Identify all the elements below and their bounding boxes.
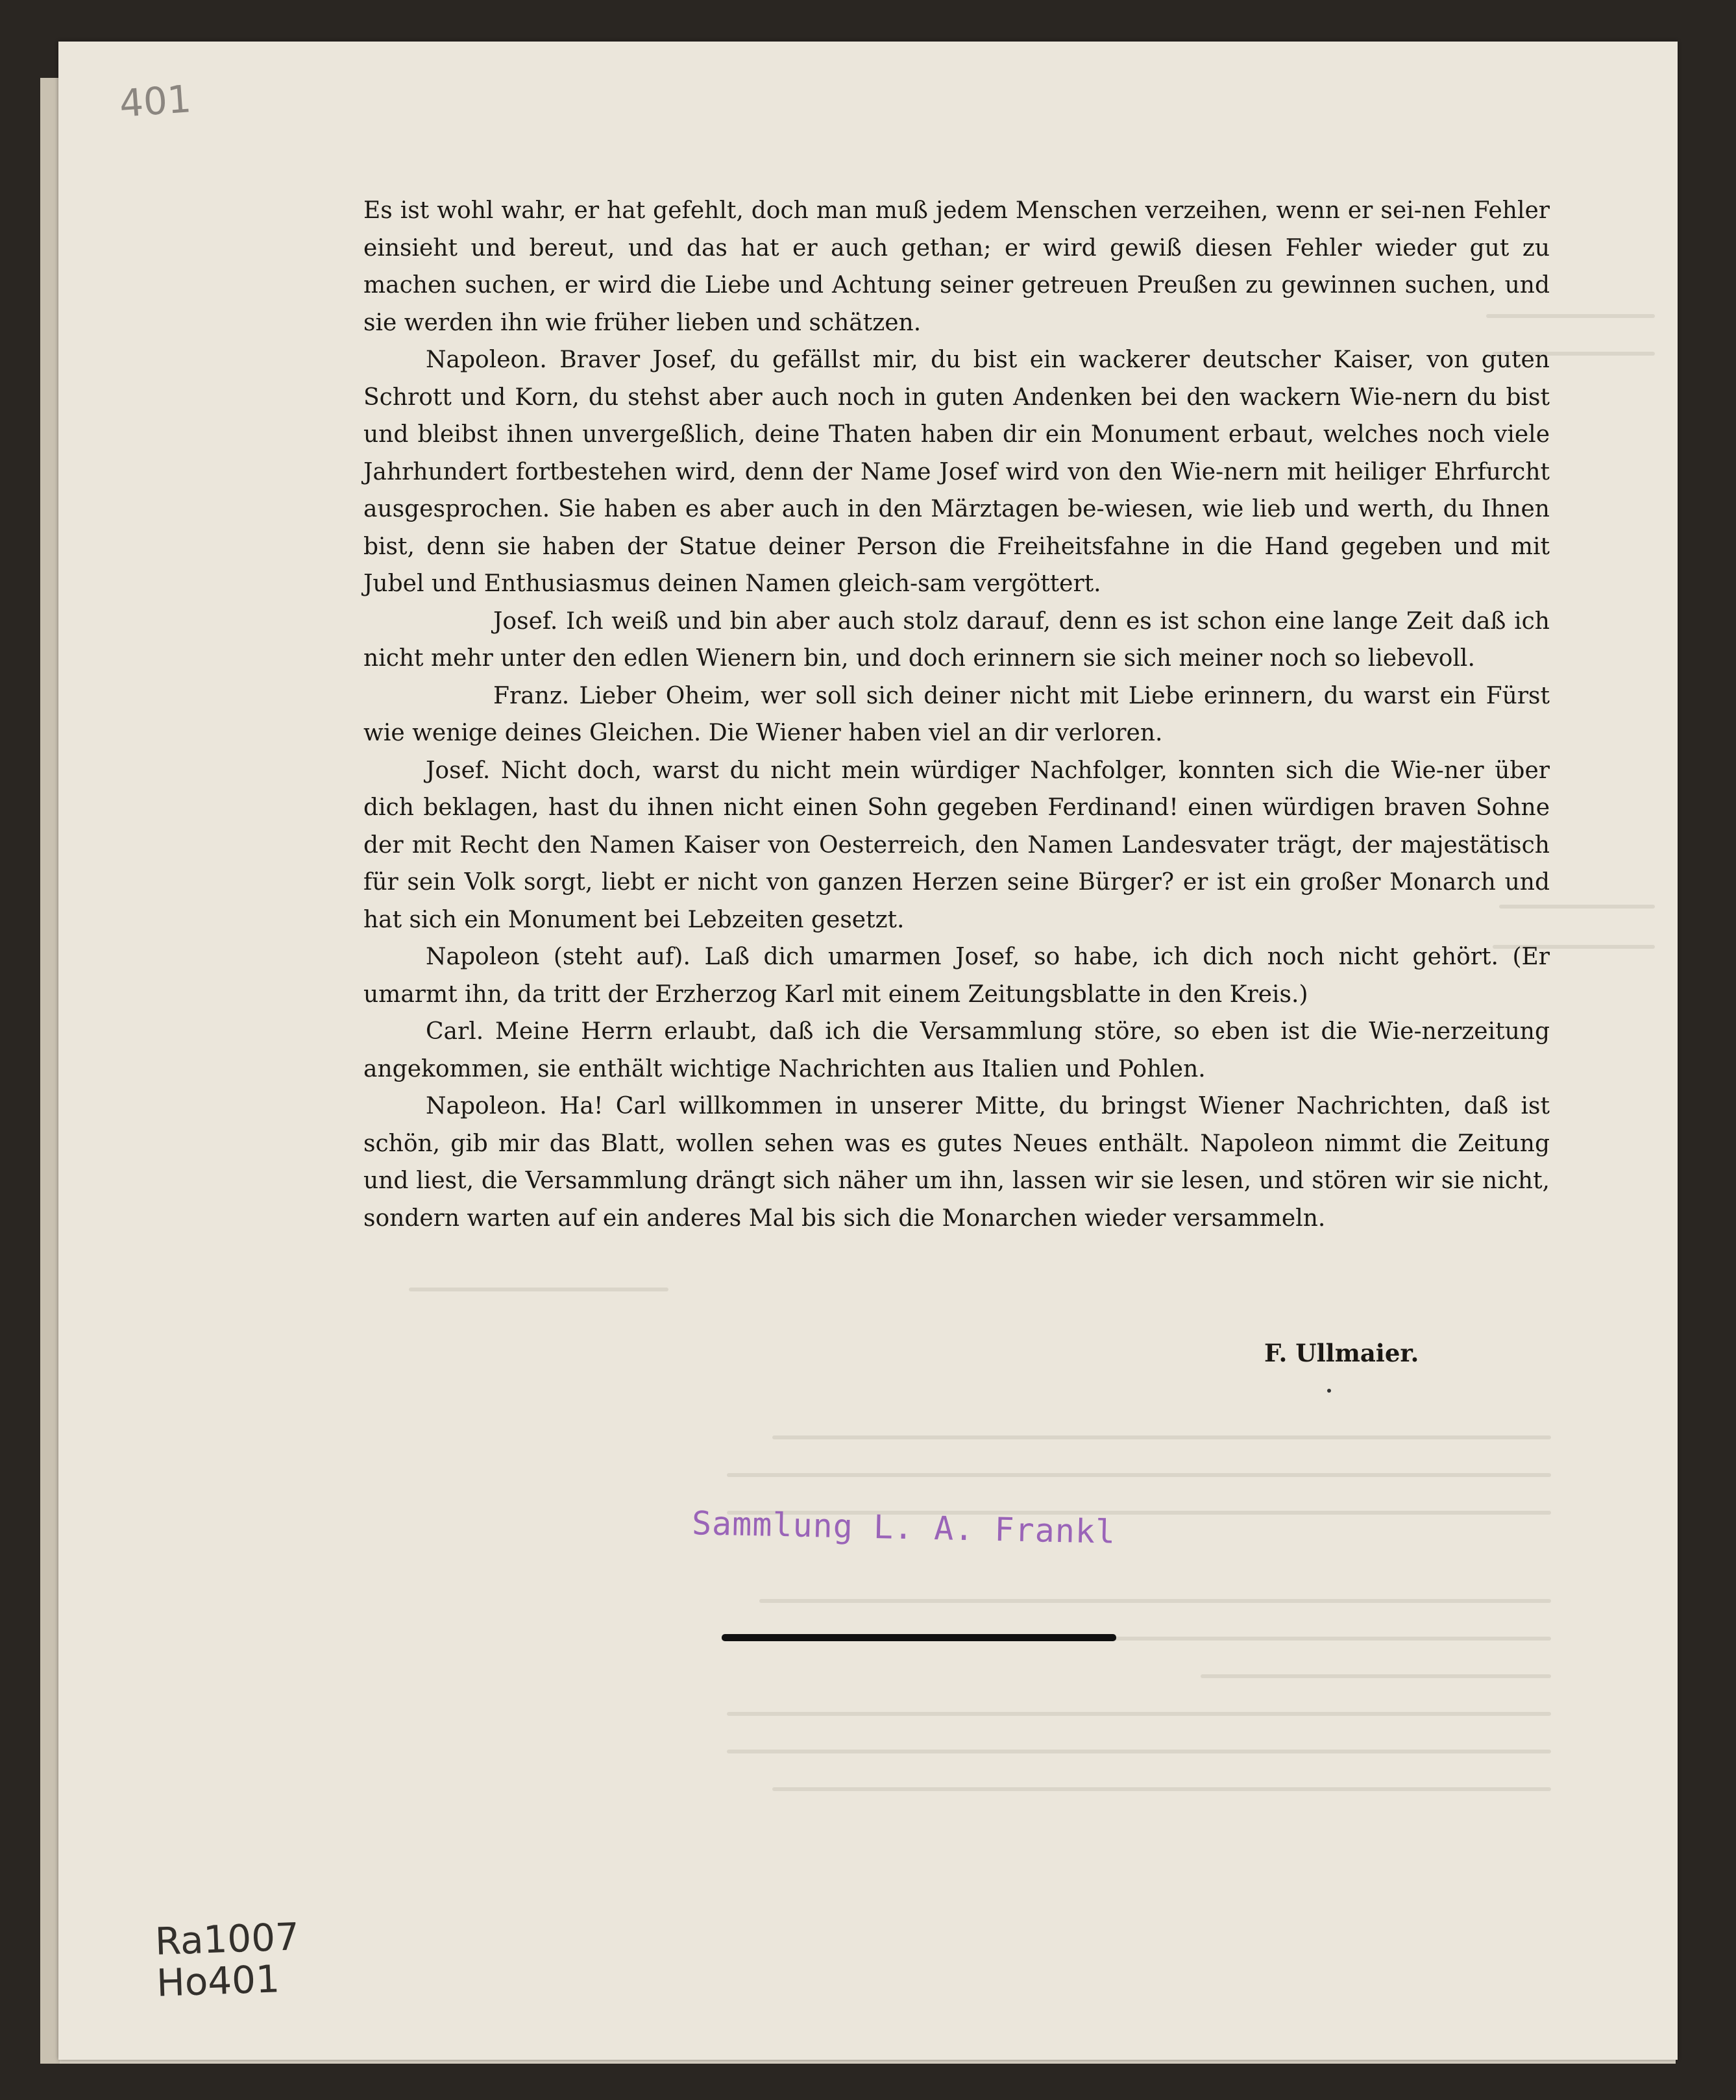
ink-dot — [1327, 1389, 1331, 1393]
paragraph: Josef. Nicht doch, warst du nicht mein würdiger Nachfolger, konnten sich die Wie-ner über dich beklagen, hast du ihnen nicht einen Sohn gegeben Ferdinand! einen würdigen braven Sohne der mit Recht den Namen Kaiser von Oesterreich, den Namen Landesvater trägt, der majestätisch für sein Volk sorgt, liebt er nicht von ganzen Herzen seine Bürger? er ist ein großer Monarch und hat sich ein Monument bei Lebzeiten gesetzt. — [363, 757, 1550, 933]
archive-shelfmark — [154, 1916, 302, 2004]
paragraph: Napoleon. Braver Josef, du gefällst mir, du bist ein wackerer deutscher Kaiser, von guten Schrott und Korn, du stehst aber auch noch in guten Andenken bei den wackern Wie-nern du bist und bleibst ihnen unvergeßlich, deine Thaten haben dir ein Monument erbaut, welches noch viele Jahrhundert fortbestehen wird, denn der Name Josef wird von den Wie-nern mit heiliger Ehrfurcht ausgesprochen. Sie haben es aber auch in den Märztagen be-wiesen, wie lieb und werth, du Ihnen bist, denn sie haben der Statue deiner Person die Freiheitsfahne in die Hand gegeben und mit Jubel und Enthusiasmus deinen Namen gleich-sam vergöttert. — [363, 347, 1550, 597]
closing-rule — [722, 1634, 1116, 1641]
paragraph: Napoleon. Ha! Carl willkommen in unserer Mitte, du bringst Wiener Nachrichten, daß ist schön, gib mir das Blatt, wollen sehen was es gutes Neues enthält. Napoleon nimmt die Zeitung und liest, die Versammlung drängt sich näher um ihn, lassen wir sie lesen, und stören wir sie nicht, sondern warten auf ein anderes Mal bis sich die Monarchen wieder versammeln. — [363, 1093, 1550, 1232]
page-edge-shadow — [40, 78, 60, 2064]
paragraph: Es ist wohl wahr, er hat gefehlt, doch man muß jedem Menschen verzeihen, wenn er sei-nen Fehler einsieht und bereut, und das hat er auch gethan; er wird gewiß diesen Fehler wieder gut zu machen suchen, er wird die Liebe und Achtung seiner getreuen Preußen zu gewinnen suchen, und sie werden ihn wie früher lieben und schätzen. — [363, 197, 1550, 336]
page-number: 401 — [117, 77, 193, 126]
shelfmark-line: Ho401 — [155, 1957, 281, 2005]
paragraph: Franz. Lieber Oheim, wer soll sich deiner nicht mit Liebe erinnern, du warst ein Fürst wie wenige deines Gleichen. Die Wiener haben viel an dir verloren. — [363, 682, 1550, 746]
paragraph: Josef. Ich weiß und bin aber auch stolz darauf, denn es ist schon eine lange Zeit daß ich nicht mehr unter den edlen Wienern bin, und doch erinnern sie sich meiner noch so liebevoll. — [363, 607, 1550, 672]
paragraph: Carl. Meine Herrn erlaubt, daß ich die Versammlung störe, so eben ist die Wie-nerzeitung angekommen, sie enthält wichtige Nachrichten aus Italien und Pohlen. — [363, 1018, 1550, 1082]
paragraph: Napoleon (steht auf). Laß dich umarmen Josef, so habe, ich dich noch nicht gehört. (Er umarmt ihn, da tritt der Erzherzog Karl mit einem Zeitungsblatte in den Kreis.) — [363, 944, 1550, 1008]
collection-stamp: Sammlung L. A. Frankl — [691, 1504, 1116, 1551]
body-text — [363, 192, 1550, 1237]
signature: F. Ullmaier. — [1264, 1339, 1419, 1367]
shelfmark-line: Ra1007 — [154, 1914, 300, 1964]
